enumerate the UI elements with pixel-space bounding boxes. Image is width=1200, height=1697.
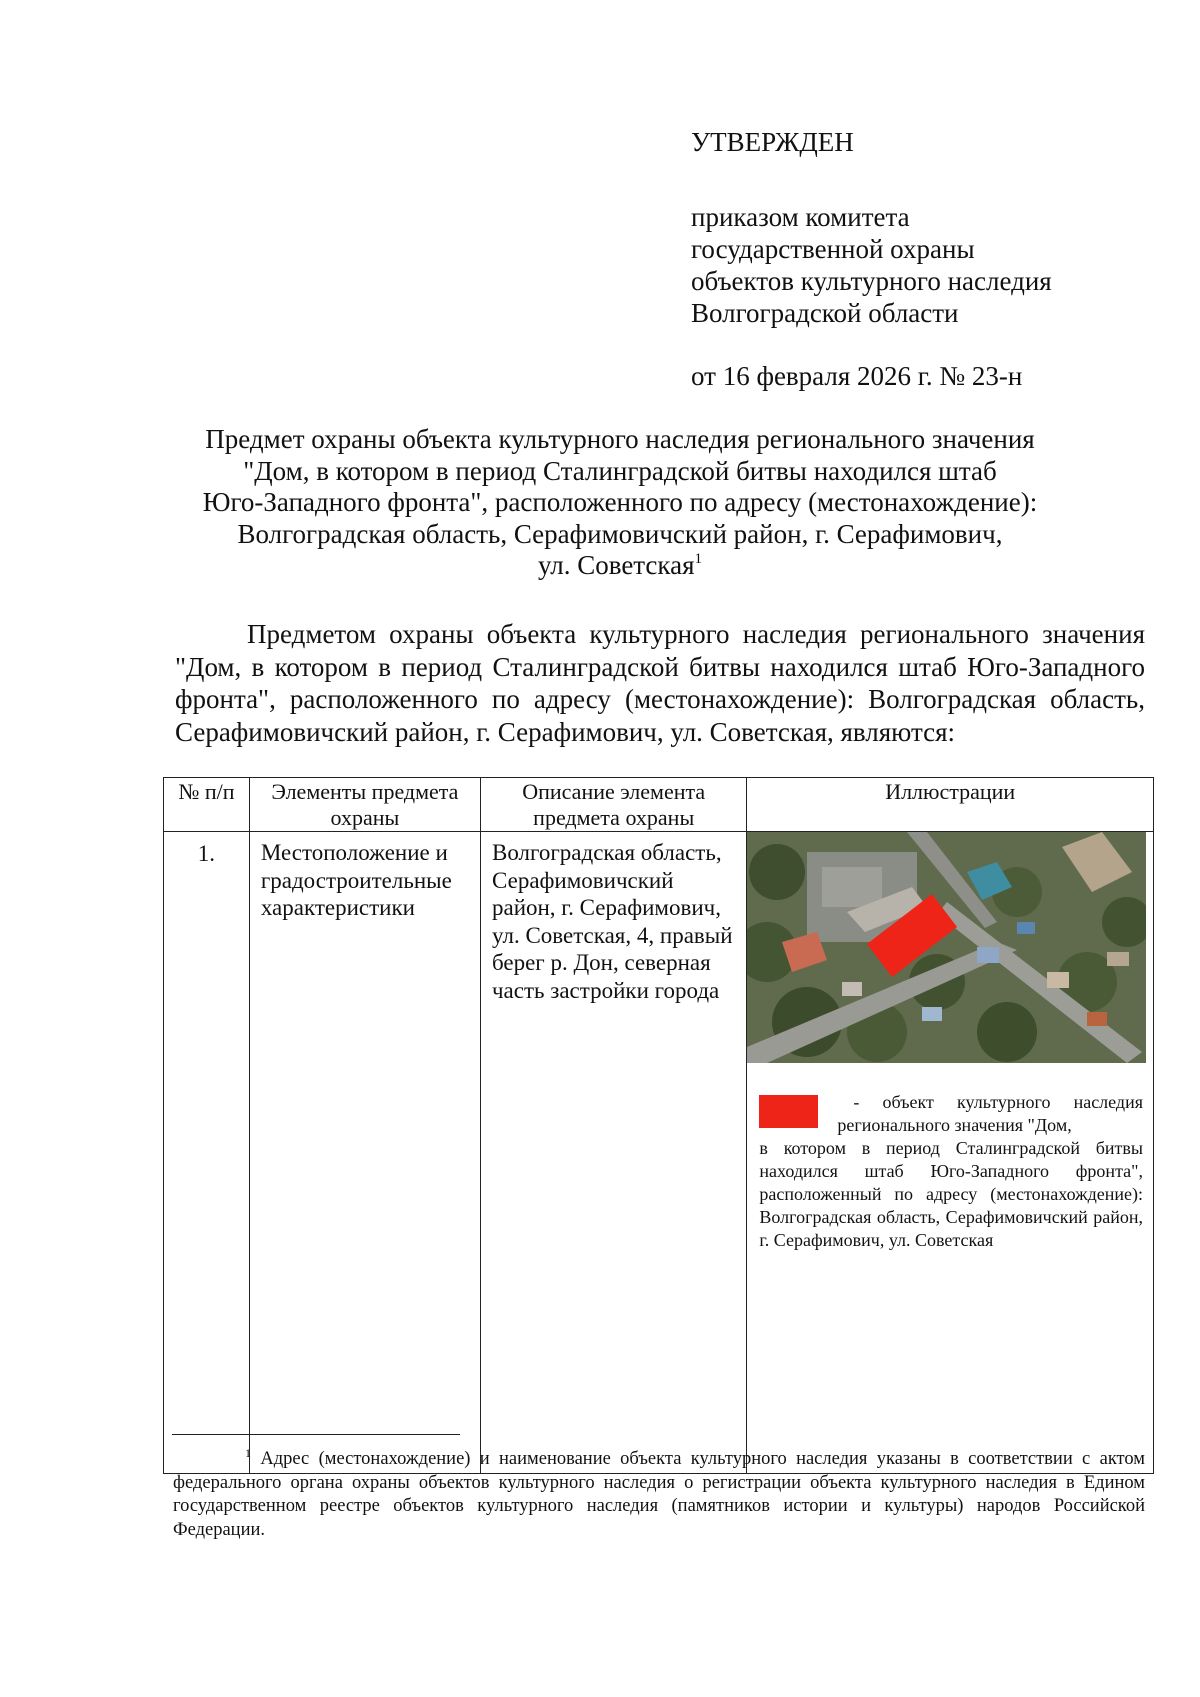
footnote-mark: 1	[245, 1446, 251, 1460]
approval-date: от 16 февраля 2026 г. № 23-н	[691, 361, 1023, 391]
legend-text-first: - объект культурного наследия регионального значения "Дом,	[837, 1092, 1143, 1135]
approval-line: приказом комитета	[691, 202, 910, 232]
body-paragraph	[175, 618, 1145, 748]
protection-subject-table	[163, 777, 1154, 1474]
approval-stamp	[691, 126, 1052, 392]
footnote-reference: 1	[694, 551, 703, 567]
document-heading	[175, 424, 1065, 582]
row-element: Местоположение и градостроительные характеристики	[249, 832, 480, 1474]
row-description: Волгоградская область, Серафимовичский район, г. Серафимович, ул. Советская, 4, правый берег р. Дон, северная часть застройки города	[480, 832, 746, 1474]
legend-text-rest: в котором в период Сталинградской битвы находился штаб Юго-Западного фронта", расположенный по адресу (местонахождение): Волгоградская область, Серафимовичский район, г. Серафимович, ул. Советская	[759, 1138, 1143, 1250]
table-row	[164, 832, 1154, 1474]
heading-line: Предмет охраны объекта культурного наследия регионального значения	[205, 424, 1035, 454]
column-header-illustrations: Иллюстрации	[747, 778, 1154, 832]
approval-line: Волгоградской области	[691, 298, 959, 328]
heading-line: "Дом, в котором в период Сталинградской битвы находился штаб	[243, 455, 997, 486]
row-illustration	[747, 832, 1154, 1474]
column-header-elements: Элементы предмета охраны	[249, 778, 480, 832]
row-number: 1.	[164, 832, 250, 1474]
footnote-text: Адрес (местонахождение) и наименование объекта культурного наследия указаны в соответствии с актом федерального органа охраны объектов культурного наследия о регистрации объекта культурного наследия в Едином государственном реестре объектов культурного наследия (памятников истории и культуры) народов Российской Федерации.	[173, 1449, 1146, 1540]
approval-line: государственной охраны	[691, 234, 975, 264]
table-header-row	[164, 778, 1154, 832]
heading-street: ул. Советская	[537, 550, 695, 580]
approval-title: УТВЕРЖДЕН	[691, 127, 854, 157]
heading-line	[175, 550, 1065, 582]
body-paragraph-text: Предметом охраны объекта культурного наследия регионального значения "Дом, в котором в период Сталинградской битвы находился штаб Юго-Западного фронта", расположенного по адресу (местонахождение): Волгоградская область, Серафимовичский район, г. Серафимович, ул. Советская, являются:	[175, 619, 1145, 747]
heading-line: Юго-Западного фронта", расположенного по адресу (местонахождение):	[202, 487, 1038, 517]
footnote	[173, 1448, 1145, 1542]
footnote-divider	[172, 1434, 460, 1435]
column-header-number: № п/п	[164, 778, 250, 832]
satellite-map-image	[747, 832, 1146, 1063]
heading-line: Волгоградская область, Серафимовичский район, г. Серафимович,	[237, 518, 1003, 549]
legend-swatch	[759, 1095, 818, 1128]
approval-line: объектов культурного наследия	[691, 266, 1052, 296]
map-legend	[747, 1063, 1153, 1473]
column-header-description: Описание элемента предмета охраны	[480, 778, 746, 832]
